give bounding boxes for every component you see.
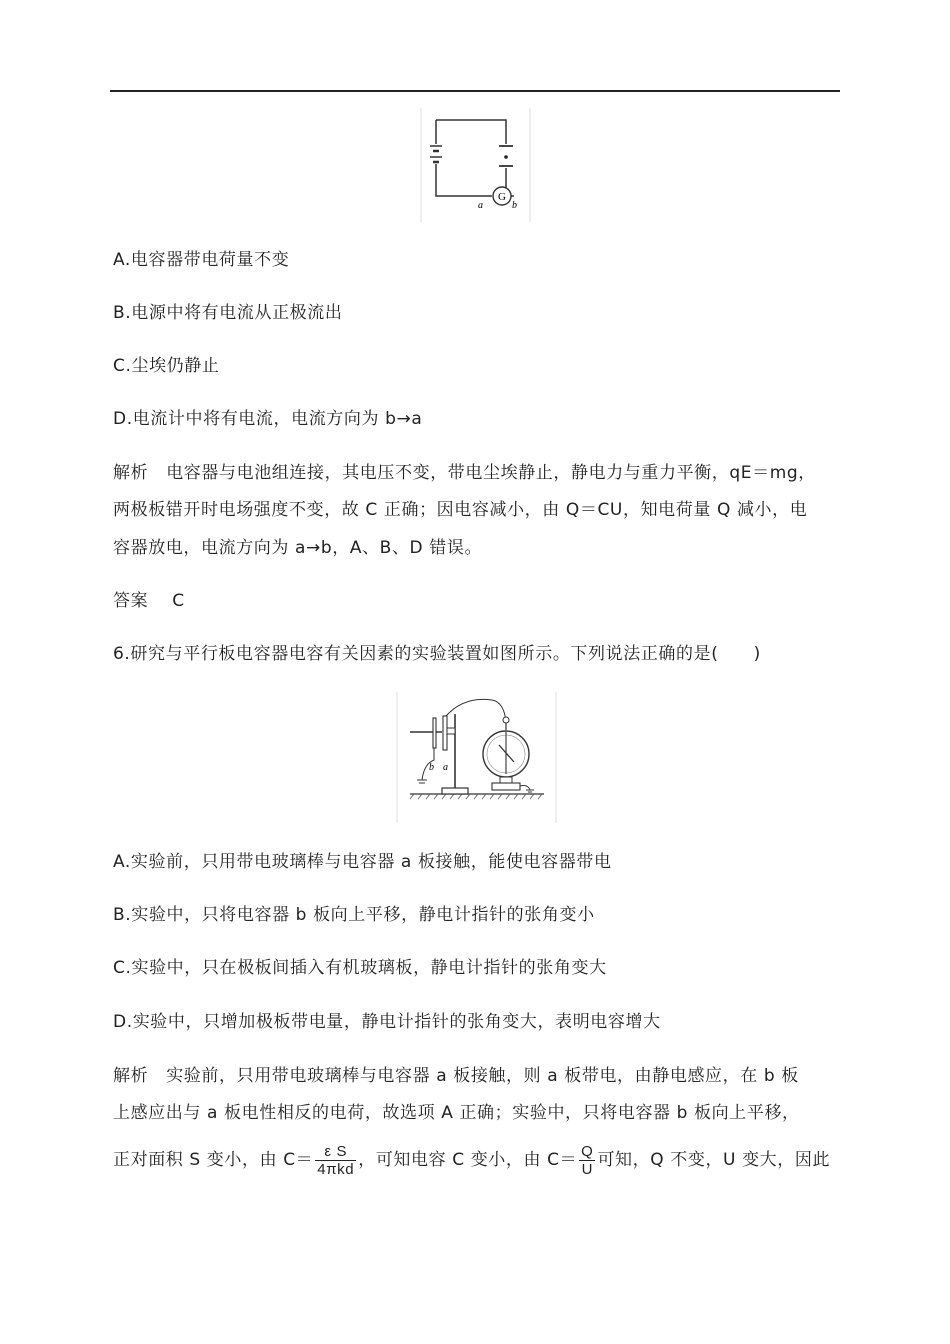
q6-analysis-line-2: 上感应出与 a 板电性相反的电荷，故选项 A 正确；实验中，只将电容器 b 板向上平移，: [113, 1103, 800, 1123]
dust-particle-icon: [504, 155, 508, 159]
q5-analysis-line-1: 解析 电容器与电池组连接，其电压不变，带电尘埃静止，静电力与重力平衡，qE＝mg，: [113, 463, 816, 483]
circuit-diagram: [420, 106, 532, 224]
q5-analysis-line-3: 容器放电，电流方向为 a→b，A、B、D 错误。: [113, 538, 483, 558]
galvanometer-label: G: [498, 191, 506, 203]
q5-option-d: D.电流计中将有电流，电流方向为 b→a: [113, 409, 423, 429]
q5-answer: [113, 589, 185, 613]
charge-voltage-fraction: $\frac{Q}{U}$: [581, 1142, 594, 1178]
q5-option-b: B.电源中将有电流从正极流出: [113, 303, 343, 323]
q5-option-a: A.电容器带电荷量不变: [113, 250, 290, 270]
answer-value: C: [172, 591, 185, 611]
q5-option-c: C.尘埃仍静止: [113, 356, 220, 376]
q6-analysis-line-3: 正对面积 S 变小，由 C＝ $\frac{\text{ε S}}{\text{4πkd}}$ ，可知电容 C 变小，由 C＝ $\frac{Q}{U}$ 可知，Q 不变，U 变大，因此: [113, 1142, 831, 1178]
q6-option-a: A.实验前，只用带电玻璃棒与电容器 a 板接触，能使电容器带电: [113, 852, 612, 872]
terminal-a-label: a: [478, 200, 483, 211]
q6-analysis-line-1: 解析 实验前，只用带电玻璃棒与电容器 a 板接触，则 a 板带电，由静电感应，在 b 板: [113, 1066, 799, 1086]
q6-option-b: B.实验中，只将电容器 b 板向上平移，静电计指针的张角变小: [113, 905, 595, 925]
plate-a-label: a: [443, 762, 448, 773]
analysis-label: 解析: [113, 463, 149, 483]
q6-option-c: C.实验中，只在极板间插入有机玻璃板，静电计指针的张角变大: [113, 958, 607, 978]
plate-b-label: b: [429, 762, 434, 773]
q5-analysis-line-2: 两极板错开时电场强度不变，故 C 正确；因电容减小，由 Q＝CU，知电荷量 Q 减小，电: [113, 500, 808, 520]
answer-label: 答案: [113, 591, 149, 611]
apparatus-figure: [396, 690, 558, 825]
terminal-b-label: b: [512, 200, 517, 211]
q6-option-d: D.实验中，只增加极板带电量，静电计指针的张角变大，表明电容增大: [113, 1012, 661, 1032]
q6-stem: 6.研究与平行板电容器电容有关因素的实验装置如图所示。下列说法正确的是( ): [113, 644, 761, 664]
header-rule: [110, 90, 840, 92]
capacitance-formula-fraction: $\frac{\text{ε S}}{\text{4πkd}}$: [317, 1142, 355, 1178]
analysis-label: 解析: [113, 1066, 149, 1086]
circuit-figure: [420, 106, 532, 224]
electrometer-apparatus-diagram: [396, 690, 558, 825]
